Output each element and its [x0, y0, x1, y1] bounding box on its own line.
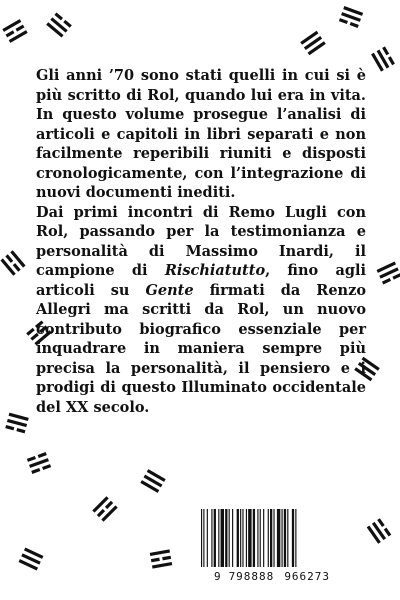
blurb-text: firmati da Renzo Allegri ma scritti da Rol, un nuovo contributo biografico essenziale per inquadrare in maniera sempre più precisa la personalità, il pensiero e i prodigi di questo Illuminato occidentale del XX secolo. — [36, 281, 367, 416]
blurb-paragraph-2 — [36, 203, 366, 418]
trigram-icon — [148, 546, 173, 571]
trigram-icon — [16, 544, 45, 573]
barcode-number — [192, 570, 352, 583]
trigram-icon — [0, 16, 30, 46]
barcode-left-digits: 798888 — [228, 570, 275, 583]
blurb-text: , fino agli articoli su — [36, 262, 366, 299]
trigram-icon — [374, 258, 400, 287]
back-cover-blurb — [36, 66, 366, 417]
trigram-icon — [138, 466, 168, 496]
blurb-text: Dai primi incontri di Remo Lugli con Rol, passando per la testimonianza e personalità di Massimo Inardi, il campione di — [36, 203, 366, 279]
trigram-icon — [0, 248, 28, 279]
isbn-barcode — [192, 502, 352, 590]
trigram-icon — [89, 493, 120, 524]
trigram-icon — [4, 410, 31, 437]
trigram-icon — [25, 449, 53, 477]
trigram-icon — [337, 3, 365, 31]
trigram-icon — [368, 44, 398, 74]
trigram-icon — [298, 28, 329, 59]
blurb-title-gente: Gente — [145, 281, 194, 299]
blurb-title-rischiatutto: Rischiatutto — [164, 262, 266, 279]
barcode-first-digit: 9 — [213, 570, 222, 583]
barcode-bars — [201, 509, 343, 567]
trigram-icon — [364, 516, 395, 547]
blurb-paragraph-1: Gli anni ’70 sono stati quelli in cui si è più scritto di Rol, quando lui era in vita. In questo volume prosegue l’analisi di articoli e capitoli in libri separati e non facilmente reperibili riuniti e disposti cronologicamente, con l’integrazione di nuovi documenti inediti. — [36, 67, 366, 201]
trigram-icon — [44, 10, 75, 41]
barcode-right-digits: 966273 — [284, 570, 331, 583]
